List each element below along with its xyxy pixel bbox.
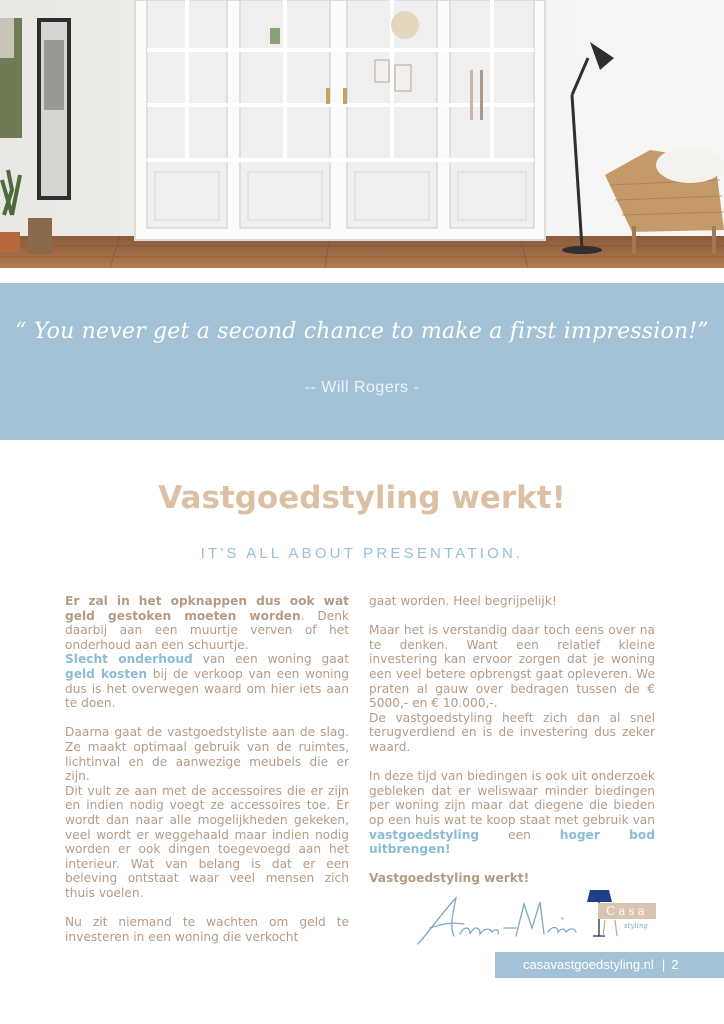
hero-photo (0, 0, 724, 268)
highlight-text: hoger bod uitbrengen! (369, 827, 655, 857)
body-text: . Denk daarbij aan een muurtje verven of het onderhoud aan een schuurtje. (65, 608, 349, 652)
logo-tagline: styling (624, 922, 648, 930)
highlight-text: vastgoedstyling (369, 827, 480, 842)
footer-bar (495, 952, 724, 978)
quote-text: “ You never get a second chance to make a first impression!” (15, 319, 709, 344)
body-column-right (369, 594, 655, 900)
paragraph: Maar het is verstandig daar toch eens over na te denken. Want een relatief kleine investering kan ervoor zorgen dat je woning een veel betere opbrengst gaat opleveren. We praten al gauw over bedragen tussen de € 5000,- en € 10.000,-. (369, 623, 655, 711)
body-text: van een woning gaat (192, 652, 349, 667)
body-text: bij de verkoop van een woning dus is het overwegen waard om hier iets aan te doen. (65, 666, 349, 711)
page-number: 2 (671, 957, 679, 972)
quote-band (0, 283, 724, 440)
paragraph (369, 769, 655, 857)
logo-wordmark: Casa (598, 903, 656, 919)
quote-author: -- Will Rogers - (304, 379, 420, 396)
body-text: een (479, 827, 560, 842)
emphasis-text: Er zal in het opknappen dus ook wat geld gestoken moeten worden (65, 594, 349, 623)
highlight-text: Slecht onderhoud (65, 652, 193, 667)
body-column-left (65, 594, 349, 959)
footer-url[interactable]: casavastgoedstyling.nl (523, 957, 654, 972)
signature-anne-marie (412, 888, 582, 950)
page-subtitle: IT'S ALL ABOUT PRESENTATION. (200, 545, 524, 562)
page-title: Vastgoedstyling werkt! (158, 480, 566, 516)
paragraph: Dit vult ze aan met de accessoires die er zijn en indien nodig voegt ze accessoires toe. Er wordt dan naar alle mogelijkheden gekeken, veel wordt er weggehaald maar indien nodig worden er ook dingen toegevoegd aan het interieur. Wat van belang is dat er een beleving ontstaat waar veel mensen zich thuis voelen. (65, 783, 349, 900)
paragraph: Nu zit niemand te wachten om geld te investeren in een woning die verkocht (65, 915, 349, 944)
paragraph: gaat worden. Heel begrijpelijk! (369, 594, 557, 608)
paragraph: De vastgoedstyling heeft zich dan al snel terugverdiend en is de investering dus zeker waard. (369, 710, 655, 754)
footer-separator: | (661, 957, 666, 972)
closing-statement: Vastgoedstyling werkt! (369, 871, 530, 886)
paragraph (369, 871, 655, 886)
paragraph (65, 652, 349, 710)
paragraph: Daarna gaat de vastgoedstyliste aan de slag. Ze maakt optimaal gebruik van de ruimtes, lichtinval en de aanwezige meubels die er zijn. (65, 725, 349, 784)
paragraph (65, 594, 349, 652)
highlight-text: geld kosten (65, 666, 148, 681)
body-text: In deze tijd van biedingen is ook uit onderzoek gebleken dat er weliswaar minder biedingen per woning zijn maar dat diegene die bieden op een huis wat te koop staat met gebruik van (369, 769, 655, 827)
